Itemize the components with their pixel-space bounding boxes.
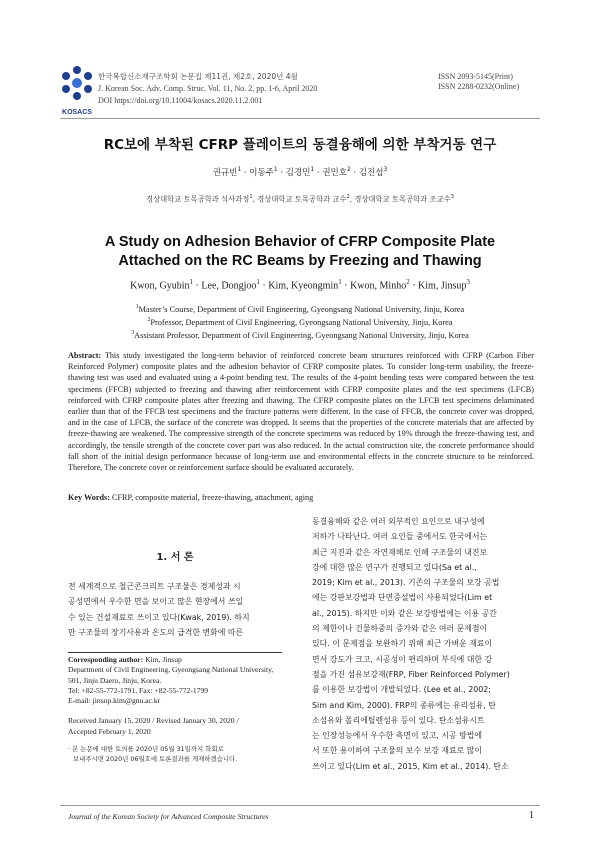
body-line: 동결융해와 같은 여러 외부적인 요인으로 내구성에 — [312, 517, 485, 526]
discussion-note: · 본 논문에 대한 토의를 2020년 05월 31일까지 학회로 보내주시면 2020년 06월호에 토론결과를 게재하겠습니다. — [68, 745, 238, 763]
korean-affiliations: 경상대학교 토목공학과 석사과정$^1$, 경상대학교 토목공학과 교수$^2$, 경상대학교 토목공학과 조교수$^3$ — [146, 194, 454, 204]
body-line: 수 있는 건설재료로 쓰이고 있다(Kwak, 2019). 하지 — [68, 612, 250, 622]
korean-title: RC보에 부착된 CFRP 플레이트의 동결융해에 의한 부착거동 연구 — [103, 137, 497, 153]
journal-logo — [60, 65, 94, 116]
body-line: 만 구조물의 장기사용과 온도의 급격한 변화에 따른 — [68, 627, 244, 637]
abstract-text: This study investigated the long-term behavior of reinforced concrete beam structures reinforced with CFRP (Carbon Fiber Reinforced Polymer) composite plates and the adhesion behavior of CFRP composite plates. To consider long-term usability, the freeze-thawing test was used and evaluated using a 4-point bending test. The results of the 4-point bending tests were compared between the test specimens (FFCB) subjected to freezing and thawing after reinforcement with CFRP composite plates and the test specimens (LFCB) reinforced with CFRP composite plates after freezing and thawing. The CFRP composite plates on the LFCB test specimens delaminated earlier than that of the FFCB test specimens and the fracture patterns were different. In the case of FFCB, the concrete cover was dropped, and in the case of LFCB, the surface of the concrete was dropped. It seems that the properties of the concrete materials that are affected by freeze-thawing are weakened. The compressive strength of the concrete specimens was reduced by 19% through the freeze-thawing test, and accordingly, the tensile strength of the concrete cover part was also reduced. In the actual construction site, the concrete performance should fall short of the initial design performance because of long-term use and environmental effects in the concrete structure to be reinforced. Therefore, The concrete cover or reinforcement surface should be evaluated accurately. — [68, 351, 534, 473]
affiliation-2: $^2$Professor, Department of Civil Engineering, Gyeongsang National University, Jinju, Korea — [147, 316, 453, 327]
kosacs-logo-icon — [60, 65, 94, 105]
body-line: 2019; Kim et al., 2013). 기존의 구조물의 보강 공법 — [312, 578, 500, 588]
issn-online: ISSN 2288-0232(Online) — [438, 82, 520, 91]
keywords-label: Key Words: — [68, 493, 110, 502]
abstract — [68, 350, 534, 473]
body-line: 소섬유와 폴리에틸렌섬유 등이 있다. 탄소섬유시트 — [312, 715, 485, 725]
journal-english: J. Korean Soc. Adv. Comp. Struc. Vol. 11, No. 2, pp. 1-6, April 2020 — [98, 84, 318, 93]
section-heading: 1. 서 론 — [156, 552, 194, 563]
issn-print: ISSN 2093-5145(Print) — [438, 72, 513, 81]
footer-divider — [60, 805, 540, 806]
korean-authors: 권규빈$^1$ · 이동주$^1$ · 김경민$^1$ · 권민호$^2$ · 김진섭$^3$ — [212, 166, 388, 178]
keywords-text: CFRP, composite material, freeze-thawing, attachment, aging — [111, 493, 314, 502]
abstract-label: Abstract: — [68, 351, 102, 360]
body-line: 의 제한이나 건물하중의 증가와 같은 여러 문제점이 — [312, 624, 488, 634]
body-line: 전 세계적으로 철근콘크리트 구조물은 경제성과 시 — [68, 582, 241, 591]
corresponding-author-footnote: Corresponding author: Kim, Jinsup Department of Civil Engineering, Gyeongsang National University, 501, Jinju Daero, Jinju, Korea. Tel: +82-55-772-1791, Fax: +82-55-772-1799 E-mail: jinsup.kim@gnu.ac.kr Received January 15, 2020 / Revised January 30, 2020 / Accepted February 1, 2020 · 본 논문에 대한 토의를 2020년 05월 31일까지 학회로 보내주시면 2020년 06월호에 토론결과를 게재하겠습니다. — [68, 655, 282, 764]
english-title: A Study on Adhesion Behavior of CFRP Composite Plate Attached on the RC Beams by Freezing and Thawing — [104, 234, 496, 269]
body-line: 는 인장성능에서 우수한 측면이 있고, 시공 방법에 — [312, 731, 483, 741]
body-line: 를 이용한 보강법이 개발되었다. (Lee et al., 2002; — [312, 685, 491, 695]
left-column — [68, 579, 282, 640]
journal-korean: 한국복합신소재구조학회 논문집 제11권, 제2호, 2020년 4월 — [98, 72, 298, 81]
body-line: 점을 가진 섬유보강재(FRP, Fiber Reinforced Polymer) — [312, 669, 510, 679]
affiliation-3: $^3$Assistant Professor, Department of Civil Engineering, Gyeongsang National University, Jinju, Korea — [131, 329, 469, 340]
right-column — [312, 514, 534, 774]
issn-block — [438, 72, 568, 92]
logo-text: KOSACS — [62, 109, 92, 116]
body-line: 저하가 나타난다. 여러 요인들 중에서도 한국에서는 — [312, 532, 488, 542]
body-line: Sim and Kim, 2000). FRP의 종류에는 유리섬유, 탄 — [312, 700, 497, 710]
footer-journal: Journal of the Korean Society for Advanced Composite Structures — [68, 812, 269, 821]
body-line: 서 또한 용이하여 구조물의 보수 보강 재료로 많이 — [312, 746, 483, 756]
doi-link[interactable]: DOI https://doi.org/10.11004/kosacs.2020.11.2.001 — [98, 96, 263, 105]
body-line: 강에 대한 많은 연구가 진행되고 있다(Sa et al., — [312, 562, 477, 572]
journal-header — [98, 72, 398, 106]
body-line: 있다. 이 문제점을 보완하기 위해 최근 가벼운 재료이 — [312, 639, 493, 649]
body-line: 최근 지진과 같은 자연재해로 인해 구조물의 내진보 — [312, 547, 488, 557]
body-line: 공성면에서 우수한 면을 보이고 많은 현장에서 쓰일 — [68, 597, 244, 607]
header-divider — [60, 118, 540, 119]
affiliation-1: $^1$Master’s Course, Department of Civil Engineering, Gyeongsang National University, Jinju, Korea — [135, 304, 465, 314]
email-link[interactable]: E-mail: jinsup.kim@gnu.ac.kr — [68, 696, 161, 706]
english-authors: Kwon, Gyubin$^1$ · Lee, Dongjoo$^1$ · Kim, Kyeongmin$^1$ · Kwon, Minho$^2$ · Kim, Jinsup$^3$ — [130, 278, 470, 292]
body-line: 쓰이고 있다(Lim et al., 2015, Kim et al., 2014). 탄소 — [312, 761, 509, 771]
english-affiliations — [0, 302, 600, 340]
body-line: 면서 강도가 크고, 시공성이 편리하며 부식에 대한 강 — [312, 654, 493, 664]
footnote-divider — [68, 652, 282, 653]
page-number: 1 — [529, 810, 534, 821]
body-line: al., 2015). 하지만 이와 같은 보강방법에는 이용 공간 — [312, 608, 497, 618]
body-line: 에는 강판보강법과 단면증설법이 사용되었다(Lim et — [312, 593, 493, 603]
keywords — [68, 493, 534, 502]
